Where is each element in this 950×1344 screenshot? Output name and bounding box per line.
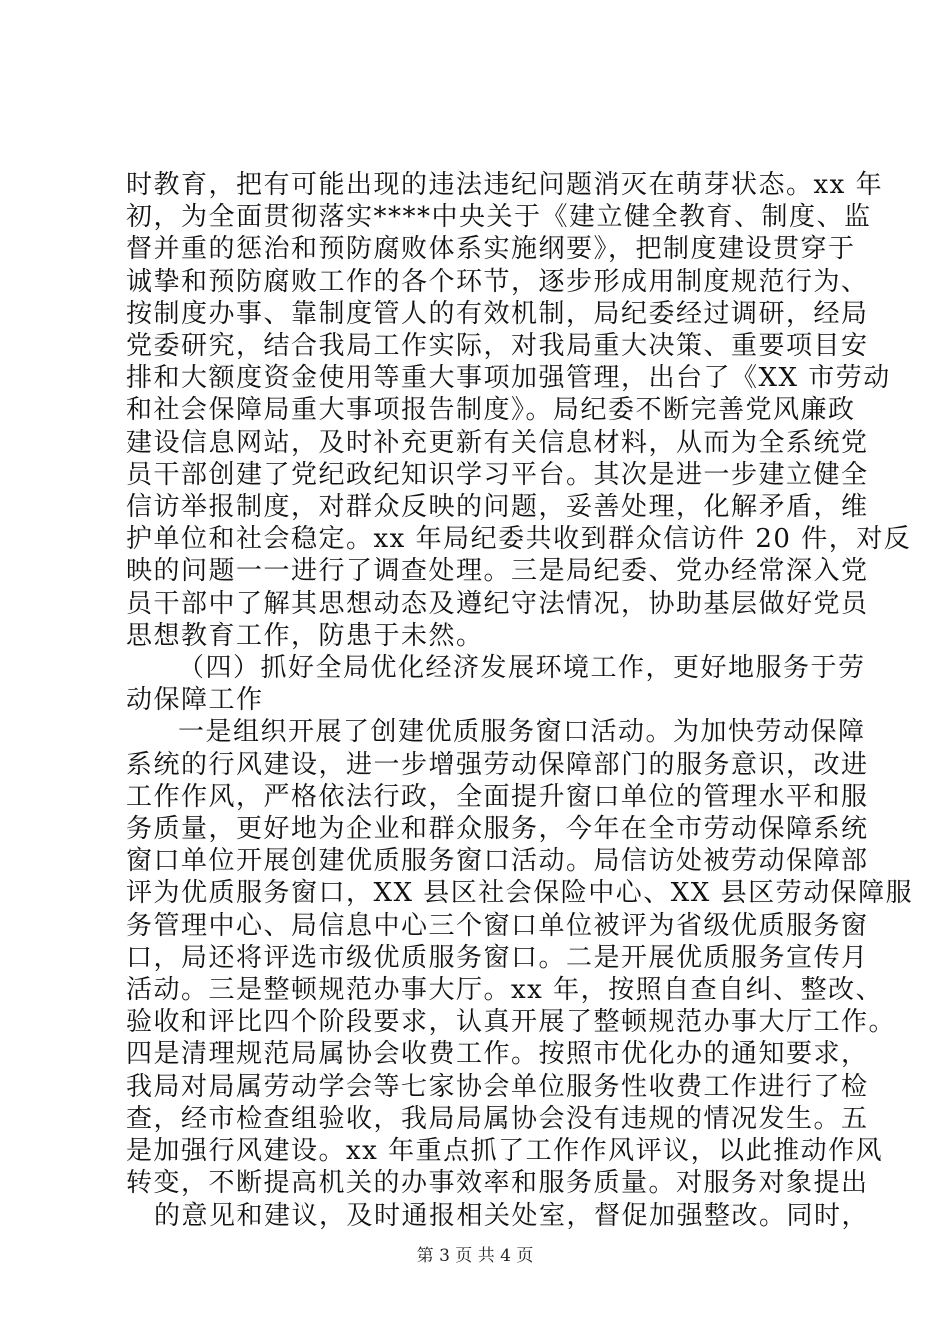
text-line: 党委研究，结合我局工作实际，对我局重大决策、重要项目安 [126,331,869,362]
text-line: 信访举报制度，对群众反映的问题，妥善处理，化解矛盾，维 [126,492,869,523]
text-line: 排和大额度资金使用等重大事项加强管理，出台了《XX 市劳动 [126,363,891,394]
text-line: 口，局还将评选市级优质服务窗口。二是开展优质服务宣传月 [126,942,869,973]
text-line: 工作作风，严格依法行政，全面提升窗口单位的管理水平和服 [126,781,869,812]
text-line: 思想教育工作，防患于未然。 [126,620,484,651]
text-line: 我局对局属劳动学会等七家协会单位服务性收费工作进行了检 [126,1071,869,1102]
text-line: 督并重的惩治和预防腐败体系实施纲要》，把制度建设贯穿于 [126,234,856,265]
text-line: 窗口单位开展创建优质服务窗口活动。局信访处被劳动保障部 [126,846,869,877]
section-heading: （四）抓好全局优化经济发展环境工作，更好地服务于劳 [178,653,866,684]
text-line: 务管理中心、局信息中心三个窗口单位被评为省级优质服务窗 [126,910,869,941]
text-line: 建设信息网站，及时补充更新有关信息材料，从而为全系统党 [126,427,869,458]
page-number-footer: 第 3 页 共 4 页 [416,1246,534,1266]
text-line: 活动。三是整顿规范办事大厅。xx 年，按照自查自纠、整改、 [126,975,884,1006]
text-line: 时教育，把有可能出现的违法违纪问题消灭在萌芽状态。xx 年 [126,170,884,200]
text-line: 验收和评比四个阶段要求，认真开展了整顿规范办事大厅工作。 [126,1007,897,1038]
text-line: 诚挚和预防腐败工作的各个环节，逐步形成用制度规范行为、 [126,266,869,297]
text-line: 一是组织开展了创建优质服务窗口活动。为加快劳动保障 [178,717,866,748]
text-line: 转变，不断提高机关的办事效率和服务质量。对服务对象提出 [126,1168,869,1199]
text-line: 按制度办事、靠制度管人的有效机制，局纪委经过调研，经局 [126,298,869,329]
text-line: 系统的行风建设，进一步增强劳动保障部门的服务意识，改进 [126,749,869,780]
text-line: 务质量，更好地为企业和群众服务，今年在全市劳动保障系统 [126,814,869,845]
text-line: 员干部创建了党纪政纪知识学习平台。其次是进一步建立健全 [126,459,869,490]
text-line: 的意见和建议，及时通报相关处室，督促加强整改。同时， [154,1200,870,1231]
body-text [126,169,914,1232]
text-line: 初，为全面贯彻落实****中央关于《建立健全教育、制度、监 [126,202,872,233]
text-line: 是加强行风建设。xx 年重点抓了工作作风评议，以此推动作风 [126,1136,884,1167]
section-heading-continued: 动保障工作 [126,685,264,716]
text-line: 四是清理规范局属协会收费工作。按照市优化办的通知要求， [126,1039,869,1070]
text-line: 护单位和社会稳定。xx 年局纪委共收到群众信访件 20 件，对反 [126,524,912,555]
text-line: 员干部中了解其思想动态及遵纪守法情况，协助基层做好党员 [126,588,869,619]
text-line: 映的问题一一进行了调查处理。三是局纪委、党办经常深入党 [126,556,869,587]
text-line: 评为优质服务窗口，XX 县区社会保险中心、XX 县区劳动保障服 [126,878,914,909]
text-line: 和社会保障局重大事项报告制度》。局纪委不断完善党风廉政 [126,395,856,426]
text-line: 查，经市检查组验收，我局局属协会没有违规的情况发生。五 [126,1103,869,1134]
